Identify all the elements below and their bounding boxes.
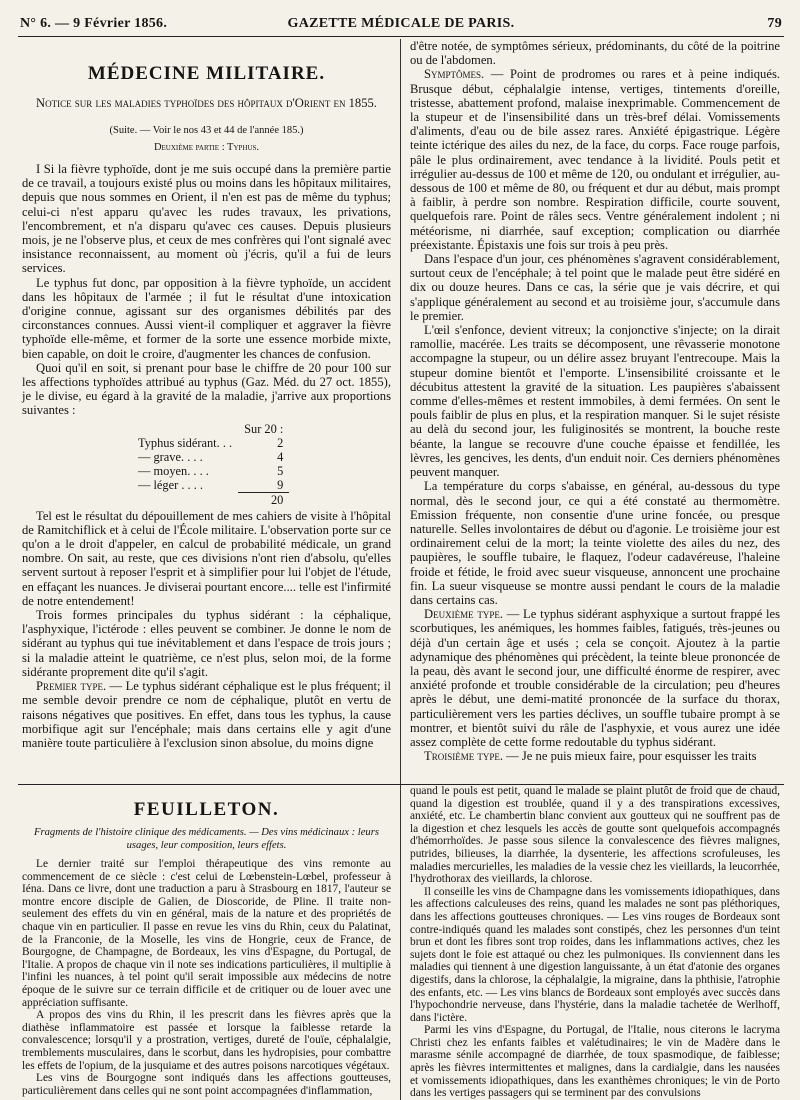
type-label: Deuxième type. xyxy=(424,607,503,622)
paragraph: Dans l'espace d'un jour, ces phénomènes s'agravent considérablement, surtout ceux de l'encéphale; à tel point que le malade peut être sidéré en dix ou douze heures. Dans ce cas, la série que je vais décrire, et qui s'applique généralement au second et au troisième jour, s'accumule dans le premier. xyxy=(410,252,780,323)
paragraph-text: — Je ne puis mieux faire, pour esquisser les traits xyxy=(503,749,757,764)
table-row xyxy=(132,450,289,464)
paragraph: d'être notée, de symptômes sérieux, prédominants, du côté de la poitrine ou de l'abdomen. xyxy=(410,39,780,68)
feuilleton-column-right xyxy=(401,785,784,1100)
feuilleton-title: FEUILLETON. xyxy=(133,799,280,820)
page-header xyxy=(18,14,784,37)
type-label: Troisième type. xyxy=(424,749,503,764)
paragraph-text: — Point de prodromes ou rares et à peine indiqués. Brusque début, céphalalgie intense, vertiges, tintements d'oreille, tristesse, abattement profond, malaise inexprimable. Commencement de la stupeur et de l'insensibilité dans un très-bref délai. Vomissements d'aliments, d'eau ou de bile assez rares. Anxiété épigastrique. Légère teinte ictérique des ailes du nez, de la face, du corps. Face rouge parfois, pâle le plus ordinairement, avec tendance à la lividité. Pouls petit et irrégulier au-dessus de 100 et même de 120, ou ondulant et irrégulier, au-dessous de 100 et même de 80, ou fréquent et dur au début, mais prompt à faiblir, à perdre son nombre. Respiration difficile, courte souvent, quelquefois rare. Point de râles secs. Ventre généralement indolent ; ni météorisme, ni diarrhée, sauf exception; complication ou diarrhée préexistante. Épistaxis une fois sur trois à peu près. xyxy=(410,67,780,252)
paragraph-text: — Le typhus sidérant céphalique est le plus fréquent; il me semble devoir prendre ce nom de céphalique, plutôt en vertu de raisons négatives que positives. En effet, dans tous les typhus, la cause morbifique agit sur l'encéphale; mais dans certains elle y agit d'une manière toute particulière à l'exclusion sinon absolue, du moins digne xyxy=(22,679,391,750)
paragraph: Les vins de Bourgogne sont indiqués dans les affections goutteuses, particulièrement dans celles qui ne sont point accompagnées d'inflammation, xyxy=(22,1072,391,1097)
feuilleton-column-left xyxy=(18,785,401,1100)
stat-value: 5 xyxy=(277,463,284,478)
stats-head: Sur 20 : xyxy=(244,421,284,436)
article-column-left xyxy=(18,39,401,784)
paragraph: Il conseille les vins de Champagne dans les vomissements idiopathiques, dans les affections calculeuses des reins, quand les malades ne sont pas pléthoriques, dans les affections goutteuses chroniques. — Les vins rouges de Bordeaux sont contre-indiqués quand les malades sont constipés, chez les personnes d'un teint brun et dont les fibres sont trop roides, dans les inflammations actives, chez les sujets dont le foie est attaqué ou chez les pulmoniques. Ils conviennent dans les maladies qui tiennent à une digestion languissante, à un état d'atonie des organes digestifs, dans la chlorose, la céphalalgie, la migraine, dans la phthisie, l'atrophie des enfants, etc. — Les vins blancs de Bordeaux sont employés avec succès dans l'hypochondrie nerveuse, dans l'hystérie, dans la maladie tachetée de Werlhoff, dans l'ictère. xyxy=(410,885,780,1024)
stat-label: — léger . . . . xyxy=(138,477,204,492)
paragraph xyxy=(410,67,780,252)
stat-value: 9 xyxy=(277,477,284,492)
type-label: Premier type. xyxy=(36,679,107,694)
symptoms-label: Symptômes. xyxy=(424,67,485,82)
paragraph: Le dernier traité sur l'emploi thérapeutique des vins remonte au commencement de ce siècle : c'est celui de Lœbenstein-Lœbel, professeur à Iéna. Dans ce livre, dont une traduction a paru à Strasbourg en 1817, l'auteur se montre encore disciple de Galien, de Dioscoride, de Pline. Il traite non-seulement des effets du vin en général, mais de la nature et des propriétés de chaque vin en particulier. Il passe en revue les vins du Rhin, ceux du Palatinat, de la Franconie, de la Moselle, les vins de Hongrie, ceux de France, de Bourgogne, de Champagne, de Bordeaux, les vins d'Espagne, du Portugal, de l'Italie. A propos de chaque vin il note ses indications particulières, il multiplie à l'infini les nuances, à tel point qu'il serait impossible aux médecins de notre époque de le suivre sur ce terrain difficile et de critiquer ou de louer avec une appréciation suffisante. xyxy=(22,858,391,1009)
typhus-proportions-table xyxy=(132,422,289,507)
stat-label: — grave. . . . xyxy=(138,449,203,464)
paragraph: Parmi les vins d'Espagne, du Portugal, de l'Italie, nous citerons le lacryma Christi chez les enfants faibles et valétudinaires; le vin de Madère dans le marasme sénile accompagné de diarrhée, de toux spasmodique, de faiblesse; après les fièvres intermittentes et malignes, dans la cardialgie, dans les nausées et vomissements idiopathiques, dans les exanthèmes chroniques; le vin de Porto dans les vertiges passagers qui se terminent par des convulsions xyxy=(410,1024,780,1100)
paragraph: Le typhus fut donc, par opposition à la fièvre typhoïde, un accident dans les hôpitaux de l'armée ; il fut le résultat d'une intoxication d'origine connue, agissant sur des organismes débilités par des circonstances connues. Aussi vient-il compliquer et aggraver la fièvre typhoïde elle-même, et former de la sorte une essence morbide mixte, bien capable, on doit le croire, d'augmenter les chances de confusion. xyxy=(22,275,391,361)
journal-title: GAZETTE MÉDICALE DE PARIS. xyxy=(287,16,515,31)
paragraph: quand le pouls est petit, quand le malade se plaint plutôt de froid que de chaud, quand la digestion est troublée, quand il y a des transpirations excessives, anxiété, etc. Le chambertin blanc convient aux goutteux qui ne souffrent pas de la digestion et chez lesquels les accès de goutte sont quelquefois accompagnés d'hémorrhoïdes. Je passe sous silence la convalescence des fièvres malignes, putrides, bilieuses, la diarrhée, la dysenterie, les affections scrofuleuses, les maladies mercurielles, les maladies de la vessie chez les vieillards, la leucorrhée, l'hydrothorax des vieillards, la chlorose. xyxy=(410,785,780,886)
article-columns xyxy=(18,39,784,784)
paragraph: A propos des vins du Rhin, il les prescrit dans les fièvres après que la diathèse inflammatoire est passée et lorsque la faiblesse retarde la convalescence; lorsqu'il y a prostration, vertiges, dureté de l'ouïe, céphalalgie, tremblements musculaires, dans le scorbut, dans les hydropisies, pour combattre les effets de l'opium, de la jusquiame et des autres poisons narcotiques végétaux. xyxy=(22,1009,391,1072)
stat-label: — moyen. . . . xyxy=(138,463,209,478)
paragraph: Quoi qu'il en soit, si prenant pour base le chiffre de 20 pour 100 sur les affections typhoïdes attribué au typhus (Gaz. Méd. du 27 oct. 1855), je le divise, eu égard à la gravité de la maladie, j'arrive aux proportions suivantes : xyxy=(22,360,391,418)
stat-value: 2 xyxy=(277,435,284,450)
table-row xyxy=(132,436,289,450)
paragraph: Tel est le résultat du dépouillement de mes cahiers de visite à l'hôpital de Ramitchiflick et à celui de l'École militaire. L'observation porte sur ce qu'on a le droit d'appeler, en calcul de probabilité médicale, un grand nombre. On sait, au reste, que ces divisions n'ont rien d'absolu, qu'elles servent surtout à reposer l'esprit et à simplifier pour lui l'objet de l'étude, en effaçant les nuances. Je diviserai pourtant encore.... telle est l'infirmité de notre entendement! xyxy=(22,508,391,608)
paragraph: Trois formes principales du typhus sidérant : la céphalique, l'asphyxique, l'ictérode : elles peuvent se combiner. Je donne le nom de sidérant au typhus qui tue inévitablement et dans l'espace de trois jours ; si la maladie atteint le quatrième, ce n'est plus, selon moi, de la forme sidérante proprement dite qu'il s'agit. xyxy=(22,608,391,679)
table-row xyxy=(132,464,289,478)
paragraph: La température du corps s'abaisse, en général, au-dessous du type normal, dès le second jour, ce qui a été constaté au thermomètre. Emission fréquente, non consentie d'une urine foncée, ou presque naturelle. Selles involontaires de début ou d'agonie. Le troisième jour est ordinairement celui de la mort; la teinte violette des ailes du nez, des paupières, le souffle tubaire, le flaquez, l'odeur cadavéreuse, l'haleine froide et fétide, le froid avec sueur visqueuse, annoncent une prochaine fin. La sueur visqueuse se montre aussi pendant le cours de la maladie dans certains cas. xyxy=(410,479,780,607)
stat-total: 20 xyxy=(238,492,289,507)
table-row xyxy=(132,478,289,493)
paragraph: L'œil s'enfonce, devient vitreux; la conjonctive s'injecte; on la dirait ramollie, macérée. Les traits se décomposent, une rêvasserie monotone accompagne la stupeur, ou un délire assez bruyant l'entrecoupe. Mais la stupeur domine bientôt et l'emporte. L'insensibilité croissante et le décubitus attestent la gravité de la situation. Les paupières s'abaissent comme d'elles-mêmes et restent immobiles, à demi fermées. On sent le pouls faiblir de plus en plus, et la respiration manquer. Si le sujet résiste au delà du second jour, les fuliginosités se montrent, la bouche reste béante, la langue se recouvre d'une couche épaisse et fendillée, les lèvres, les gencives, les dents, d'un enduit noir. Ces derniers phénomènes peuvent manquer. xyxy=(410,323,780,480)
paragraph xyxy=(410,749,780,763)
part-heading: Deuxième partie : Typhus. xyxy=(153,142,260,153)
issue-date: N° 6. — 9 Février 1856. xyxy=(20,16,168,31)
paragraph xyxy=(410,607,780,749)
article-column-right xyxy=(401,39,784,784)
feuilleton-section xyxy=(18,785,784,1100)
feuilleton-subtitle: Fragments de l'histoire clinique des médicaments. — Des vins médicinaux : leurs usages, leur composition, leurs effets. xyxy=(34,827,379,851)
paragraph xyxy=(22,679,391,750)
stat-label: Typhus sidérant. . . xyxy=(138,435,233,450)
page-number: 79 xyxy=(767,16,782,31)
paragraph-text: — Le typhus sidérant asphyxique a surtout frappé les scorbutiques, les anémiques, les hommes faibles, fatigués, très-jeunes ou déjà d'un certain âge et usés ; cela se conçoit. Ajoutez à la partie adynamique des phénomènes qui précèdent, la teinte bleue prononcée de la peau, dès avant le second jour, une difficulté énorme de respirer, avec anxiété profonde et trouble considérable de la circulation; peu d'heures après le début, une demi-matité prononcée de la surface du thorax, particulièrement vers les parties déclives, un souffle tubaire prompt à se montrer, et bientôt suivi du râle de l'asphyxie, et vous aurez une idée assez complète de cette forme redoutable du typhus sidérant. xyxy=(410,607,781,749)
continuation-note: (Suite. — Voir le nos 43 et 44 de l'année 185.) xyxy=(109,125,304,136)
section-title: MÉDECINE MILITAIRE. xyxy=(87,63,326,84)
stat-value: 4 xyxy=(277,449,284,464)
paragraph: I Si la fièvre typhoïde, dont je me suis occupé dans la première partie de ce travail, a toujours existé plus ou moins dans les hôpitaux militaires, depuis que nous sommes en Orient, il n'en est pas de même du typhus; celui-ci n'est apparu qu'avec les rudes travaux, les privations, l'encombrement, et n'a disparu qu'avec ces causes. Depuis plusieurs mois, je ne l'observe plus, et ceux de mes confrères qui l'ont signalé avec insistance reconnaissent, au moment où j'écris, qu'il a fui de leurs services. xyxy=(22,162,391,276)
article-notice: Notice sur les maladies typhoïdes des hôpitaux d'Orient en 1855. xyxy=(36,96,377,110)
